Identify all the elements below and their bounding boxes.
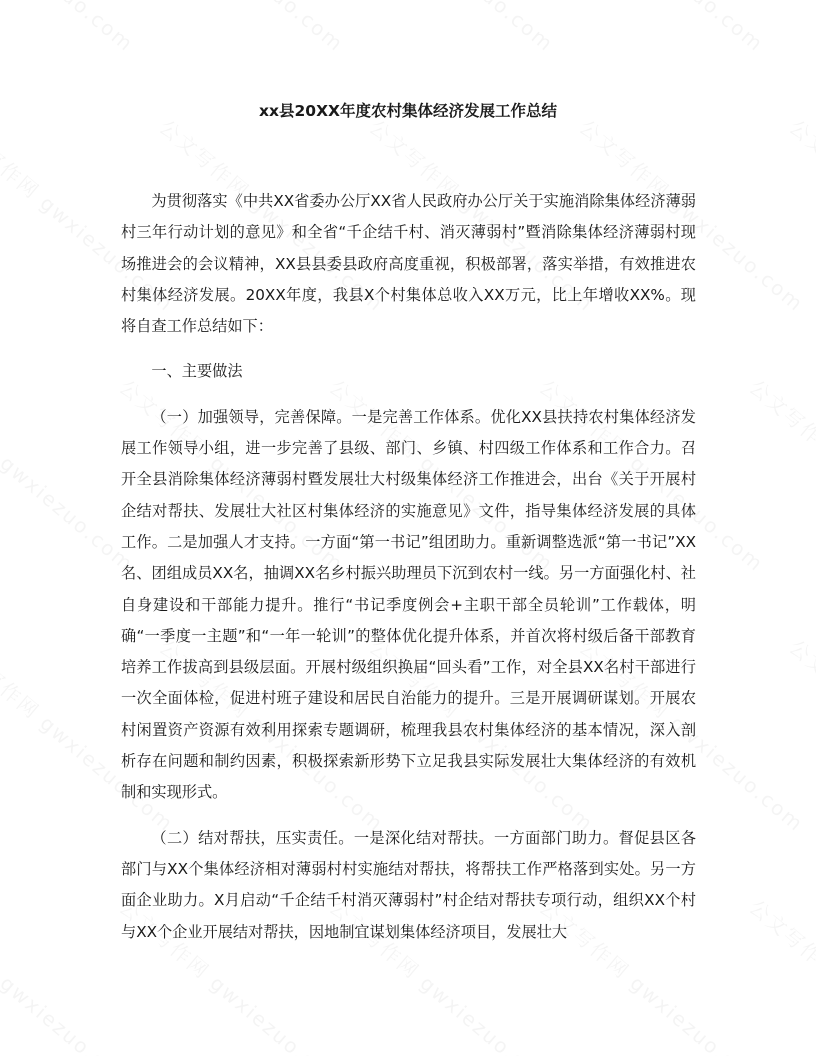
document-body bbox=[121, 186, 696, 948]
paragraph-leadership: （一）加强领导，完善保障。一是完善工作体系。优化XX县扶持农村集体经济发展工作领导小组，进一步完善了县级、部门、乡镇、村四级工作体系和工作合力。召开全县消除集体经济薄弱村暨发展壮大村级集体经济工作推进会，出台《关于开展村企结对帮扶、发展壮大社区村集体经济的实施意见》文件，指导集体经济发展的具体工作。二是加强人才支持。一方面“第一书记”组团助力。重新调整选派“第一书记”XX名、团组成员XX名，抽调XX名乡村振兴助理员下沉到农村一线。另一方面强化村、社自身建设和干部能力提升。推行“书记季度例会+主职干部全员轮训”工作载体，明确“一季度一主题”和“一年一轮训”的整体优化提升体系，并首次将村级后备干部教育培养工作拔高到县级层面。开展村级组织换届“回头看”工作，对全县XX名村干部进行一次全面体检，促进村班子建设和居民自治能力的提升。三是开展调研谋划。开展农村闲置资产资源有效利用探索专题调研，梳理我县农村集体经济的基本情况，深入剖析存在问题和制约因素，积极探索新形势下立足我县实际发展壮大集体经济的有效机制和实现形式。 bbox=[121, 407, 696, 802]
intro-paragraph: 为贯彻落实《中共XX省委办公厅XX省人民政府办公厅关于实施消除集体经济薄弱村三年行动计划的意见》和全省“千企结千村、消灭薄弱村”暨消除集体经济薄弱村现场推进会的会议精神，XX县县委县政府高度重视，积极部署，落实举措，有效推进农村集体经济发展。20XX年度，我县X个村集体总收入XX万元，比上年增收XX%。现将自查工作总结如下： bbox=[121, 192, 696, 336]
paragraph-pairing-assistance: （二）结对帮扶，压实责任。一是深化结对帮扶。一方面部门助力。督促县区各部门与XX个集体经济相对薄弱村村实施结对帮扶，将帮扶工作严格落到实处。另一方面企业助力。X月启动“千企结千村消灭薄弱村”村企结对帮扶专项行动，组织XX个村与XX个企业开展结对帮扶，因地制宜谋划集体经济项目，发展壮大 bbox=[121, 828, 696, 941]
section-heading-main-practices: 一、主要做法 bbox=[151, 362, 243, 381]
document-title: xx县20XX年度农村集体经济发展工作总结 bbox=[259, 102, 557, 120]
